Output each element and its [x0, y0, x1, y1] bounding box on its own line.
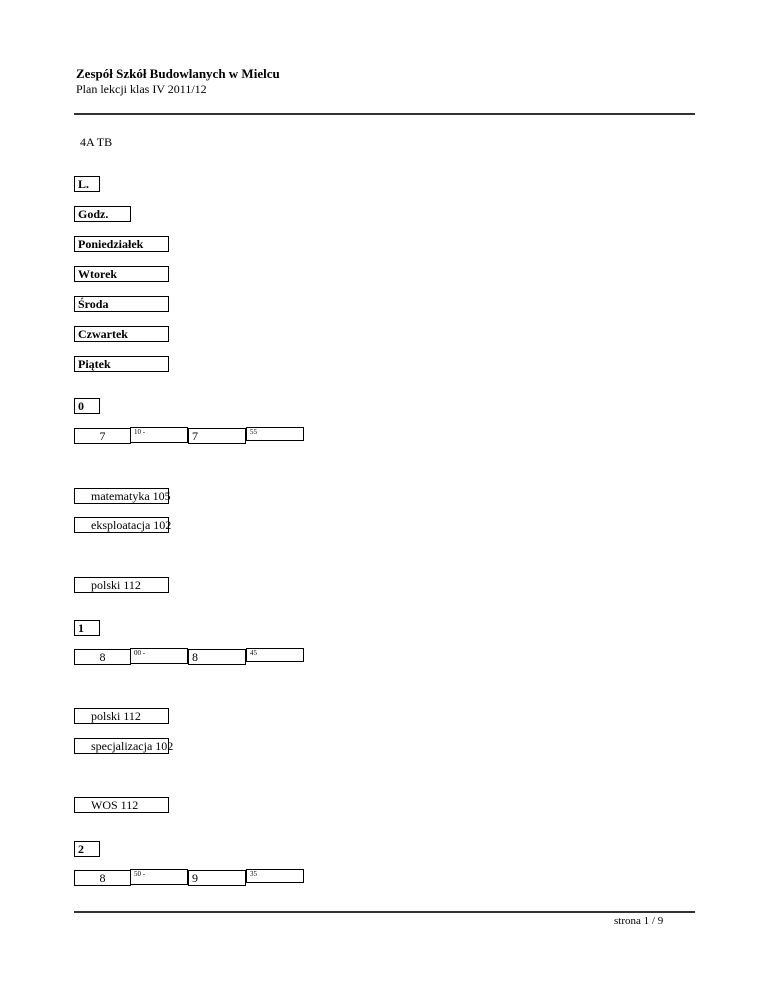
- lesson-start-minute: 00 -: [130, 648, 188, 664]
- lesson-number: 0: [74, 398, 100, 414]
- footer-divider: [74, 911, 695, 913]
- header-divider: [74, 113, 695, 115]
- class-name: 4A TB: [80, 135, 113, 149]
- subject-cell: specjalizacja 102: [74, 738, 169, 754]
- subject-cell: matematyka 105: [74, 488, 169, 504]
- lesson-end-minute: 55: [246, 427, 304, 441]
- lesson-end-hour: 9: [188, 870, 246, 886]
- lesson-start-minute: 10 -: [130, 427, 188, 443]
- lesson-end-hour: 8: [188, 649, 246, 665]
- page-number: strona 1 / 9: [614, 915, 664, 927]
- lesson-start-hour: 8: [74, 649, 131, 665]
- column-header-lesson: L.: [74, 176, 100, 192]
- subject-cell: polski 112: [74, 708, 169, 724]
- column-header-thursday: Czwartek: [74, 326, 169, 342]
- subject-cell: WOS 112: [74, 797, 169, 813]
- column-header-monday: Poniedziałek: [74, 236, 169, 252]
- lesson-end-minute: 35: [246, 869, 304, 883]
- subject-cell: polski 112: [74, 577, 169, 593]
- column-header-hours: Godz.: [74, 206, 131, 222]
- column-header-wednesday: Środa: [74, 296, 169, 312]
- lesson-start-hour: 8: [74, 870, 131, 886]
- subject-cell: eksploatacja 102: [74, 517, 169, 533]
- lesson-start-hour: 7: [74, 428, 131, 444]
- lesson-number: 1: [74, 620, 100, 636]
- school-name: Zespół Szkół Budowlanych w Mielcu: [76, 66, 280, 81]
- lesson-end-hour: 7: [188, 428, 246, 444]
- lesson-end-minute: 45: [246, 648, 304, 662]
- lesson-start-minute: 50 -: [130, 869, 188, 885]
- column-header-tuesday: Wtorek: [74, 266, 169, 282]
- column-header-friday: Piątek: [74, 356, 169, 372]
- plan-subtitle: Plan lekcji klas IV 2011/12: [76, 82, 207, 96]
- lesson-number: 2: [74, 841, 100, 857]
